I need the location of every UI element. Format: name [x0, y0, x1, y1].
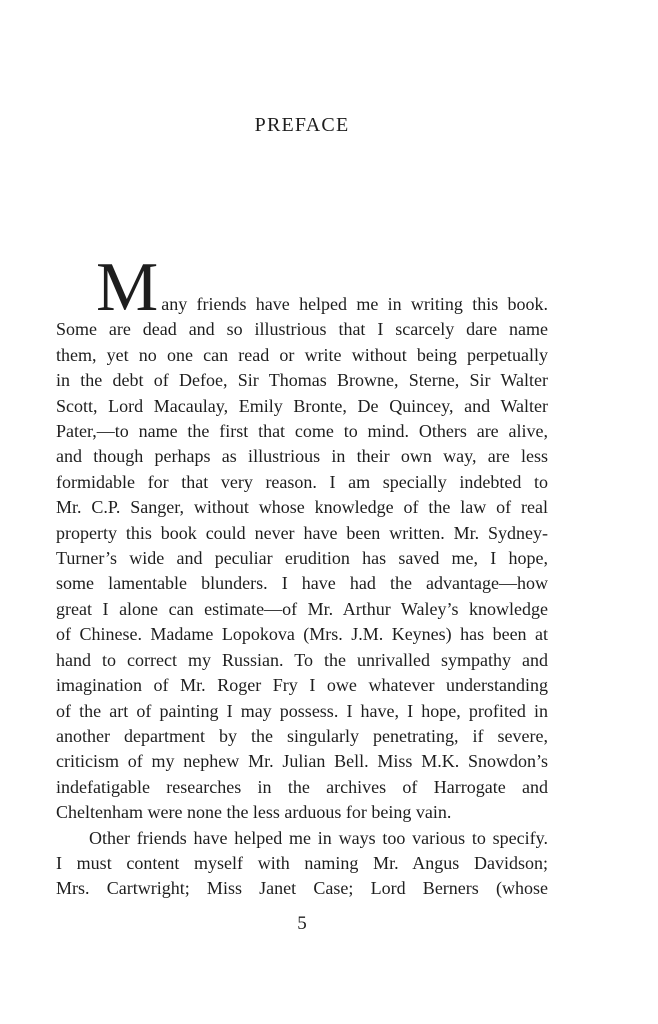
text-line: Some are dead and so illustrious that I scarcely dare name — [56, 319, 548, 340]
text-line: I must content myself with naming Mr. Angus Davidson; — [56, 852, 548, 873]
text-line: Scott, Lord Macaulay, Emily Bronte, De Quincey, and Walter — [56, 395, 548, 416]
text-line: property this book could never have been written. Mr. Sydney- — [56, 522, 548, 543]
text-line: formidable for that very reason. I am specially indebted to — [56, 471, 548, 492]
text-line: criticism of my nephew Mr. Julian Bell. Miss M.K. Snowdon’s — [56, 751, 548, 772]
text-line: Mr. C.P. Sanger, without whose knowledge of the law of real — [56, 497, 548, 518]
preface-body — [56, 249, 548, 902]
page-number: 5 — [297, 913, 307, 934]
text-line: another department by the singularly penetrating, if severe, — [56, 725, 548, 746]
text-line: hand to correct my Russian. To the unrivalled sympathy and — [56, 649, 548, 670]
text-line: imagination of Mr. Roger Fry I owe whatever understanding — [56, 675, 548, 696]
text-line: of Chinese. Madame Lopokova (Mrs. J.M. Keynes) has been at — [56, 624, 548, 645]
preface-heading: PREFACE — [254, 114, 350, 136]
text-line: them, yet no one can read or write without being perpetually — [56, 344, 548, 365]
text-line: Other friends have helped me in ways too various to specify. — [89, 827, 548, 848]
text-line: Cheltenham were none the less arduous for being vain. — [56, 802, 452, 823]
text-line: in the debt of Defoe, Sir Thomas Browne, Sterne, Sir Walter — [56, 370, 548, 391]
text-line: some lamentable blunders. I have had the advantage—how — [56, 573, 548, 594]
text-line: Turner’s wide and peculiar erudition has saved me, I hope, — [56, 548, 548, 569]
text-line: of the art of painting I may possess. I have, I hope, profited in — [56, 700, 548, 721]
text-line: great I alone can estimate—of Mr. Arthur Waley’s knowledge — [56, 598, 548, 619]
text-line: and though perhaps as illustrious in their own way, are less — [56, 446, 548, 467]
text-line: Many friends have helped me in writing this book. — [96, 249, 548, 326]
text-line: Mrs. Cartwright; Miss Janet Case; Lord Berners (whose — [56, 878, 548, 899]
text-line: Pater,—to name the first that come to mind. Others are alive, — [56, 421, 548, 442]
text-line: indefatigable researches in the archives of Harrogate and — [56, 776, 548, 797]
drop-cap-letter: M — [96, 249, 159, 326]
